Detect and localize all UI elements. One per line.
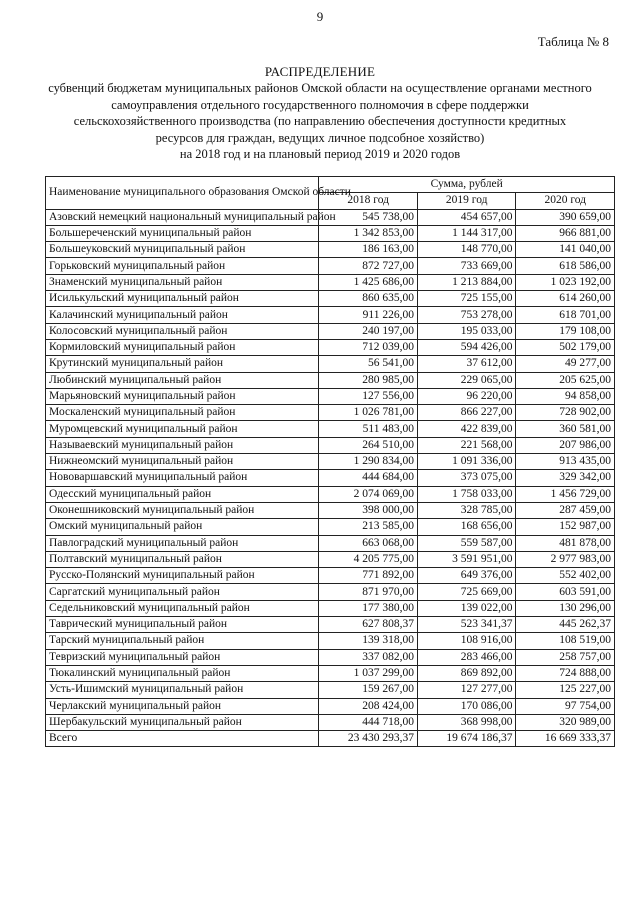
- table-row: [46, 307, 615, 323]
- subtitle-line: на 2018 год и на плановый период 2019 и 2020 годов: [179, 147, 461, 161]
- value-2020-cell: 287 459,00: [516, 502, 615, 518]
- value-2020-cell: 618 701,00: [516, 307, 615, 323]
- district-name-cell: Одесский муниципальный район: [46, 486, 319, 502]
- district-name-cell: Шербакульский муниципальный район: [46, 714, 319, 730]
- table-row: [46, 405, 615, 421]
- value-2018-cell: 1 342 853,00: [319, 225, 418, 241]
- value-2020-cell: 614 260,00: [516, 291, 615, 307]
- value-2020-cell: 108 519,00: [516, 633, 615, 649]
- table-row: [46, 323, 615, 339]
- value-2020-cell: 94 858,00: [516, 388, 615, 404]
- district-name-cell: Горьковский муниципальный район: [46, 258, 319, 274]
- value-2019-cell: 195 033,00: [417, 323, 516, 339]
- value-2018-cell: 872 727,00: [319, 258, 418, 274]
- table-label: Таблица № 8: [537, 34, 609, 49]
- value-2020-cell: 130 296,00: [516, 600, 615, 616]
- district-name-cell: Любинский муниципальный район: [46, 372, 319, 388]
- table-row: [46, 519, 615, 535]
- page-number: 9: [316, 9, 324, 24]
- value-2018-cell: 139 318,00: [319, 633, 418, 649]
- value-2018-cell: 511 483,00: [319, 421, 418, 437]
- value-2019-cell: 168 656,00: [417, 519, 516, 535]
- district-name-cell: Знаменский муниципальный район: [46, 274, 319, 290]
- value-2019-cell: 368 998,00: [417, 714, 516, 730]
- table-row: [46, 535, 615, 551]
- table-row: [46, 470, 615, 486]
- table-row: [46, 437, 615, 453]
- district-name-cell: Азовский немецкий национальный муниципальный район: [46, 209, 319, 225]
- value-2020-cell: 445 262,37: [516, 617, 615, 633]
- value-2020-cell: 502 179,00: [516, 339, 615, 355]
- value-2018-cell: 871 970,00: [319, 584, 418, 600]
- value-2019-cell: 1 758 033,00: [417, 486, 516, 502]
- value-2020-cell: 97 754,00: [516, 698, 615, 714]
- value-2020-cell: 728 902,00: [516, 405, 615, 421]
- table-row: [46, 372, 615, 388]
- value-2019-cell: 594 426,00: [417, 339, 516, 355]
- district-name-cell: Таврический муниципальный район: [46, 617, 319, 633]
- district-name-cell: Тюкалинский муниципальный район: [46, 665, 319, 681]
- value-2019-cell: 454 657,00: [417, 209, 516, 225]
- value-2020-cell: 552 402,00: [516, 568, 615, 584]
- total-row: [46, 731, 615, 747]
- district-name-cell: Всего: [46, 731, 319, 747]
- value-2018-cell: 663 068,00: [319, 535, 418, 551]
- value-2019-cell: 1 144 317,00: [417, 225, 516, 241]
- district-name-cell: Москаленский муниципальный район: [46, 405, 319, 421]
- district-name-cell: Называевский муниципальный район: [46, 437, 319, 453]
- district-name-cell: Русско-Полянский муниципальный район: [46, 568, 319, 584]
- value-2018-cell: 127 556,00: [319, 388, 418, 404]
- district-name-cell: Оконешниковский муниципальный район: [46, 502, 319, 518]
- value-2019-cell: 725 155,00: [417, 291, 516, 307]
- value-2018-cell: 911 226,00: [319, 307, 418, 323]
- value-2018-cell: 177 380,00: [319, 600, 418, 616]
- value-2019-cell: 19 674 186,37: [417, 731, 516, 747]
- table-row: [46, 486, 615, 502]
- subvention-table: [45, 176, 615, 747]
- value-2019-cell: 725 669,00: [417, 584, 516, 600]
- value-2020-cell: 49 277,00: [516, 356, 615, 372]
- district-name-cell: Полтавский муниципальный район: [46, 551, 319, 567]
- value-2019-cell: 373 075,00: [417, 470, 516, 486]
- value-2019-cell: 37 612,00: [417, 356, 516, 372]
- value-2019-cell: 139 022,00: [417, 600, 516, 616]
- value-2020-cell: 603 591,00: [516, 584, 615, 600]
- value-2019-cell: 559 587,00: [417, 535, 516, 551]
- subtitle-line: сельскохозяйственного производства (по направлению обеспечения доступности кредитных: [73, 114, 567, 128]
- value-2018-cell: 1 026 781,00: [319, 405, 418, 421]
- table-row: [46, 714, 615, 730]
- table-row: [46, 551, 615, 567]
- table-row: [46, 242, 615, 258]
- document-subtitle: [40, 80, 600, 163]
- value-2018-cell: 1 425 686,00: [319, 274, 418, 290]
- column-header-2020: 2020 год: [516, 193, 615, 209]
- value-2020-cell: 2 977 983,00: [516, 551, 615, 567]
- value-2019-cell: 328 785,00: [417, 502, 516, 518]
- value-2018-cell: 860 635,00: [319, 291, 418, 307]
- table-row: [46, 339, 615, 355]
- column-header-2018: 2018 год: [319, 193, 418, 209]
- value-2019-cell: 96 220,00: [417, 388, 516, 404]
- value-2020-cell: 724 888,00: [516, 665, 615, 681]
- value-2020-cell: 1 023 192,00: [516, 274, 615, 290]
- value-2019-cell: 170 086,00: [417, 698, 516, 714]
- value-2018-cell: 1 290 834,00: [319, 454, 418, 470]
- value-2018-cell: 208 424,00: [319, 698, 418, 714]
- subtitle-line: ресурсов для граждан, ведущих личное подсобное хозяйство): [155, 130, 485, 145]
- district-name-cell: Муромцевский муниципальный район: [46, 421, 319, 437]
- value-2020-cell: 618 586,00: [516, 258, 615, 274]
- value-2018-cell: 4 205 775,00: [319, 551, 418, 567]
- district-name-cell: Большеуковский муниципальный район: [46, 242, 319, 258]
- value-2020-cell: 179 108,00: [516, 323, 615, 339]
- table-row: [46, 698, 615, 714]
- value-2018-cell: 56 541,00: [319, 356, 418, 372]
- value-2020-cell: 913 435,00: [516, 454, 615, 470]
- table-row: [46, 274, 615, 290]
- district-name-cell: Кормиловский муниципальный район: [46, 339, 319, 355]
- value-2019-cell: 283 466,00: [417, 649, 516, 665]
- value-2018-cell: 2 074 069,00: [319, 486, 418, 502]
- table-row: [46, 617, 615, 633]
- value-2018-cell: 159 267,00: [319, 682, 418, 698]
- value-2019-cell: 3 591 951,00: [417, 551, 516, 567]
- value-2019-cell: 733 669,00: [417, 258, 516, 274]
- value-2020-cell: 16 669 333,37: [516, 731, 615, 747]
- value-2020-cell: 125 227,00: [516, 682, 615, 698]
- value-2018-cell: 23 430 293,37: [319, 731, 418, 747]
- value-2020-cell: 320 989,00: [516, 714, 615, 730]
- value-2020-cell: 207 986,00: [516, 437, 615, 453]
- value-2019-cell: 523 341,37: [417, 617, 516, 633]
- district-name-cell: Крутинский муниципальный район: [46, 356, 319, 372]
- subtitle-line: самоуправления отдельного государственного полномочия в сфере поддержки: [111, 97, 529, 112]
- value-2018-cell: 213 585,00: [319, 519, 418, 535]
- table-row: [46, 209, 615, 225]
- table-row: [46, 568, 615, 584]
- value-2018-cell: 337 082,00: [319, 649, 418, 665]
- document-heading: РАСПРЕДЕЛЕНИЕ: [264, 64, 376, 79]
- value-2019-cell: 422 839,00: [417, 421, 516, 437]
- subtitle-line: субвенций бюджетам муниципальных районов Омской области на осуществление органами местного: [48, 81, 592, 95]
- district-name-cell: Исилькульский муниципальный район: [46, 291, 319, 307]
- table-row: [46, 682, 615, 698]
- value-2018-cell: 398 000,00: [319, 502, 418, 518]
- district-name-cell: Колосовский муниципальный район: [46, 323, 319, 339]
- value-2018-cell: 712 039,00: [319, 339, 418, 355]
- value-2019-cell: 229 065,00: [417, 372, 516, 388]
- value-2018-cell: 240 197,00: [319, 323, 418, 339]
- district-name-cell: Павлоградский муниципальный район: [46, 535, 319, 551]
- value-2019-cell: 1 091 336,00: [417, 454, 516, 470]
- value-2018-cell: 627 808,37: [319, 617, 418, 633]
- table-row: [46, 633, 615, 649]
- district-name-cell: Тарский муниципальный район: [46, 633, 319, 649]
- district-name-cell: Большереченский муниципальный район: [46, 225, 319, 241]
- district-name-cell: Омский муниципальный район: [46, 519, 319, 535]
- table-row: [46, 600, 615, 616]
- table-row: [46, 649, 615, 665]
- value-2018-cell: 280 985,00: [319, 372, 418, 388]
- value-2020-cell: 1 456 729,00: [516, 486, 615, 502]
- value-2020-cell: 141 040,00: [516, 242, 615, 258]
- value-2019-cell: 1 213 884,00: [417, 274, 516, 290]
- table-row: [46, 225, 615, 241]
- value-2018-cell: 1 037 299,00: [319, 665, 418, 681]
- table-row: [46, 258, 615, 274]
- table-row: [46, 291, 615, 307]
- table-row: [46, 502, 615, 518]
- district-name-cell: Марьяновский муниципальный район: [46, 388, 319, 404]
- column-header-name: Наименование муниципального образования Омской области: [46, 177, 319, 210]
- column-header-sum: Сумма, рублей: [319, 177, 615, 193]
- table-row: [46, 584, 615, 600]
- value-2020-cell: 481 878,00: [516, 535, 615, 551]
- column-header-2019: 2019 год: [417, 193, 516, 209]
- value-2018-cell: 545 738,00: [319, 209, 418, 225]
- value-2019-cell: 866 227,00: [417, 405, 516, 421]
- district-name-cell: Седельниковский муниципальный район: [46, 600, 319, 616]
- value-2019-cell: 127 277,00: [417, 682, 516, 698]
- value-2019-cell: 148 770,00: [417, 242, 516, 258]
- value-2020-cell: 329 342,00: [516, 470, 615, 486]
- value-2019-cell: 869 892,00: [417, 665, 516, 681]
- district-name-cell: Нововаршавский муниципальный район: [46, 470, 319, 486]
- table-row: [46, 454, 615, 470]
- value-2020-cell: 360 581,00: [516, 421, 615, 437]
- table-row: [46, 421, 615, 437]
- district-name-cell: Тевризский муниципальный район: [46, 649, 319, 665]
- value-2019-cell: 108 916,00: [417, 633, 516, 649]
- value-2020-cell: 152 987,00: [516, 519, 615, 535]
- value-2018-cell: 771 892,00: [319, 568, 418, 584]
- value-2018-cell: 264 510,00: [319, 437, 418, 453]
- district-name-cell: Нижнеомский муниципальный район: [46, 454, 319, 470]
- table-row: [46, 388, 615, 404]
- value-2020-cell: 205 625,00: [516, 372, 615, 388]
- value-2019-cell: 649 376,00: [417, 568, 516, 584]
- table-row: [46, 665, 615, 681]
- value-2020-cell: 966 881,00: [516, 225, 615, 241]
- district-name-cell: Черлакский муниципальный район: [46, 698, 319, 714]
- district-name-cell: Калачинский муниципальный район: [46, 307, 319, 323]
- value-2019-cell: 221 568,00: [417, 437, 516, 453]
- district-name-cell: Саргатский муниципальный район: [46, 584, 319, 600]
- value-2019-cell: 753 278,00: [417, 307, 516, 323]
- value-2018-cell: 444 684,00: [319, 470, 418, 486]
- value-2018-cell: 444 718,00: [319, 714, 418, 730]
- district-name-cell: Усть-Ишимский муниципальный район: [46, 682, 319, 698]
- table-body: [46, 209, 615, 747]
- value-2020-cell: 258 757,00: [516, 649, 615, 665]
- value-2018-cell: 186 163,00: [319, 242, 418, 258]
- table-row: [46, 356, 615, 372]
- value-2020-cell: 390 659,00: [516, 209, 615, 225]
